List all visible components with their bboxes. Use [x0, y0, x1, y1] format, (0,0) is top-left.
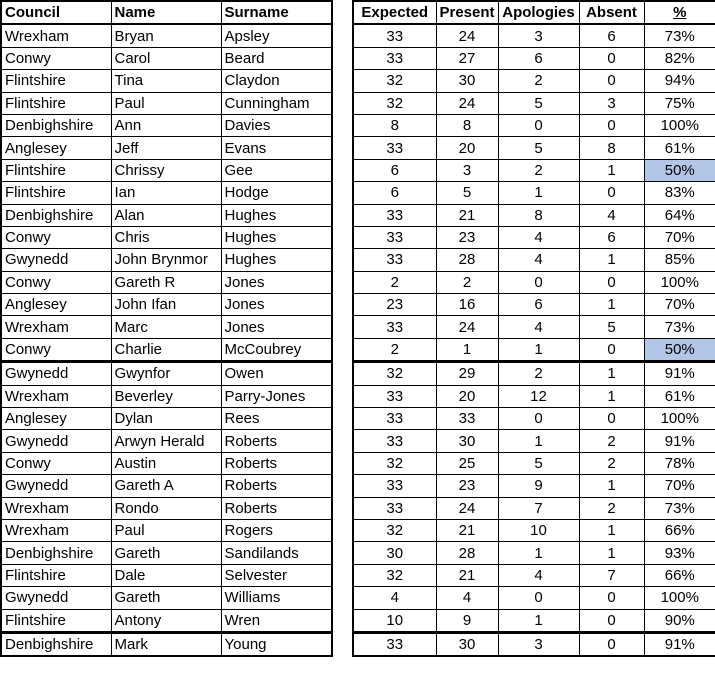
cell-name[interactable]: Gwynfor	[111, 362, 221, 385]
table-row	[1, 519, 332, 541]
table-row	[1, 47, 332, 69]
cell-apologies[interactable]: 0	[498, 271, 579, 293]
cell-name[interactable]: Dylan	[111, 408, 221, 430]
cell-absent[interactable]: 6	[579, 226, 644, 248]
cell-apologies[interactable]: 1	[498, 182, 579, 204]
cell-expected[interactable]: 8	[353, 114, 436, 136]
cell-apologies[interactable]: 2	[498, 159, 579, 181]
table-row	[353, 114, 715, 136]
cell-absent[interactable]: 1	[579, 294, 644, 316]
cell-expected[interactable]: 33	[353, 430, 436, 452]
cell-surname[interactable]: Hughes	[221, 249, 332, 271]
cell-present[interactable]: 21	[436, 204, 498, 226]
cell-council[interactable]: Wrexham	[1, 519, 111, 541]
cell-present[interactable]: 23	[436, 226, 498, 248]
cell-present[interactable]: 30	[436, 70, 498, 92]
cell-absent[interactable]: 6	[579, 24, 644, 47]
cell-absent[interactable]: 0	[579, 609, 644, 632]
cell-name[interactable]: Alan	[111, 204, 221, 226]
cell-surname[interactable]: Roberts	[221, 430, 332, 452]
cell-apologies[interactable]: 12	[498, 385, 579, 407]
cell-percent[interactable]: 50%	[644, 159, 715, 181]
cell-apologies[interactable]: 5	[498, 137, 579, 159]
cell-name[interactable]: Mark	[111, 632, 221, 656]
cell-council[interactable]: Anglesey	[1, 294, 111, 316]
cell-name[interactable]: Arwyn Herald	[111, 430, 221, 452]
table-row	[1, 271, 332, 293]
cell-percent[interactable]: 91%	[644, 632, 715, 656]
cell-expected[interactable]: 33	[353, 497, 436, 519]
header-surname[interactable]: Surname	[221, 1, 332, 24]
cell-council[interactable]: Wrexham	[1, 24, 111, 47]
cell-council[interactable]: Gwynedd	[1, 475, 111, 497]
cell-absent[interactable]: 2	[579, 497, 644, 519]
cell-apologies[interactable]: 7	[498, 497, 579, 519]
cell-expected[interactable]: 32	[353, 519, 436, 541]
names-table-body	[1, 24, 332, 656]
stats-table-body	[353, 24, 715, 656]
table-row	[1, 452, 332, 474]
cell-expected[interactable]: 33	[353, 226, 436, 248]
cell-absent[interactable]: 1	[579, 159, 644, 181]
table-row	[1, 564, 332, 586]
table-row	[353, 542, 715, 564]
table-row	[1, 430, 332, 452]
cell-percent[interactable]: 82%	[644, 47, 715, 69]
table-row	[1, 408, 332, 430]
cell-surname[interactable]: Evans	[221, 137, 332, 159]
cell-name[interactable]: Paul	[111, 519, 221, 541]
table-row	[353, 226, 715, 248]
cell-present[interactable]: 24	[436, 24, 498, 47]
cell-percent[interactable]: 73%	[644, 316, 715, 338]
cell-name[interactable]: John Ifan	[111, 294, 221, 316]
cell-absent[interactable]: 4	[579, 204, 644, 226]
cell-absent[interactable]: 1	[579, 542, 644, 564]
cell-percent[interactable]: 64%	[644, 204, 715, 226]
cell-surname[interactable]: Roberts	[221, 452, 332, 474]
table-row	[1, 182, 332, 204]
cell-name[interactable]: Chris	[111, 226, 221, 248]
cell-expected[interactable]: 33	[353, 475, 436, 497]
cell-apologies[interactable]: 8	[498, 204, 579, 226]
attendance-stats-table	[352, 0, 715, 657]
cell-apologies[interactable]: 9	[498, 475, 579, 497]
table-row	[1, 362, 332, 385]
table-row	[353, 452, 715, 474]
table-row	[353, 385, 715, 407]
cell-name[interactable]: Ann	[111, 114, 221, 136]
cell-surname[interactable]: Hughes	[221, 226, 332, 248]
cell-name[interactable]: Paul	[111, 92, 221, 114]
header-apologies[interactable]: Apologies	[498, 1, 579, 24]
cell-surname[interactable]: Rees	[221, 408, 332, 430]
cell-expected[interactable]: 2	[353, 271, 436, 293]
cell-surname[interactable]: Claydon	[221, 70, 332, 92]
cell-percent[interactable]: 50%	[644, 338, 715, 361]
table-row	[1, 204, 332, 226]
table-row	[353, 338, 715, 361]
cell-present[interactable]: 5	[436, 182, 498, 204]
table-row	[1, 294, 332, 316]
cell-surname[interactable]: Roberts	[221, 475, 332, 497]
cell-absent[interactable]: 1	[579, 475, 644, 497]
table-row	[1, 24, 332, 47]
cell-present[interactable]: 2	[436, 271, 498, 293]
cell-name[interactable]: Beverley	[111, 385, 221, 407]
table-row	[1, 338, 332, 361]
cell-percent[interactable]: 70%	[644, 475, 715, 497]
cell-surname[interactable]: Cunningham	[221, 92, 332, 114]
cell-expected[interactable]: 4	[353, 587, 436, 609]
table-row	[1, 385, 332, 407]
table-row	[353, 159, 715, 181]
cell-surname[interactable]: Selvester	[221, 564, 332, 586]
cell-percent[interactable]: 78%	[644, 452, 715, 474]
cell-apologies[interactable]: 5	[498, 92, 579, 114]
cell-present[interactable]: 33	[436, 408, 498, 430]
cell-apologies[interactable]: 0	[498, 114, 579, 136]
cell-name[interactable]: Marc	[111, 316, 221, 338]
table-row	[1, 587, 332, 609]
table-row	[1, 542, 332, 564]
table-row	[353, 204, 715, 226]
table-row	[1, 249, 332, 271]
cell-present[interactable]: 8	[436, 114, 498, 136]
table-row	[1, 70, 332, 92]
cell-surname[interactable]: Owen	[221, 362, 332, 385]
attendance-names-table	[0, 0, 333, 657]
table-row	[353, 137, 715, 159]
header-present[interactable]: Present	[436, 1, 498, 24]
table-row	[1, 475, 332, 497]
cell-expected[interactable]: 33	[353, 408, 436, 430]
cell-council[interactable]: Gwynedd	[1, 430, 111, 452]
cell-present[interactable]: 16	[436, 294, 498, 316]
header-name[interactable]: Name	[111, 1, 221, 24]
table-row	[353, 294, 715, 316]
cell-absent[interactable]: 1	[579, 385, 644, 407]
table-row	[1, 226, 332, 248]
cell-present[interactable]: 24	[436, 316, 498, 338]
cell-apologies[interactable]: 1	[498, 542, 579, 564]
cell-surname[interactable]: Jones	[221, 294, 332, 316]
cell-name[interactable]: John Brynmor	[111, 249, 221, 271]
table-row	[353, 519, 715, 541]
cell-council[interactable]: Flintshire	[1, 159, 111, 181]
cell-council[interactable]: Wrexham	[1, 316, 111, 338]
cell-name[interactable]: Antony	[111, 609, 221, 632]
cell-present[interactable]: 29	[436, 362, 498, 385]
cell-present[interactable]: 28	[436, 542, 498, 564]
cell-absent[interactable]: 0	[579, 338, 644, 361]
cell-surname[interactable]: Young	[221, 632, 332, 656]
cell-absent[interactable]: 0	[579, 632, 644, 656]
cell-apologies[interactable]: 5	[498, 452, 579, 474]
cell-name[interactable]: Tina	[111, 70, 221, 92]
cell-expected[interactable]: 30	[353, 542, 436, 564]
cell-name[interactable]: Bryan	[111, 24, 221, 47]
cell-surname[interactable]: Jones	[221, 316, 332, 338]
cell-apologies[interactable]: 2	[498, 70, 579, 92]
cell-percent[interactable]: 70%	[644, 226, 715, 248]
cell-percent[interactable]: 75%	[644, 92, 715, 114]
cell-percent[interactable]: 94%	[644, 70, 715, 92]
cell-percent[interactable]: 100%	[644, 587, 715, 609]
cell-present[interactable]: 30	[436, 430, 498, 452]
cell-surname[interactable]: Parry-Jones	[221, 385, 332, 407]
table-row	[353, 362, 715, 385]
cell-apologies[interactable]: 1	[498, 609, 579, 632]
table-row	[1, 114, 332, 136]
table-row	[353, 92, 715, 114]
cell-apologies[interactable]: 6	[498, 47, 579, 69]
cell-council[interactable]: Anglesey	[1, 137, 111, 159]
cell-expected[interactable]: 32	[353, 452, 436, 474]
table-row	[1, 159, 332, 181]
cell-expected[interactable]: 33	[353, 316, 436, 338]
cell-apologies[interactable]: 3	[498, 632, 579, 656]
cell-name[interactable]: Charlie	[111, 338, 221, 361]
cell-present[interactable]: 25	[436, 452, 498, 474]
cell-absent[interactable]: 8	[579, 137, 644, 159]
cell-present[interactable]: 23	[436, 475, 498, 497]
cell-expected[interactable]: 2	[353, 338, 436, 361]
cell-percent[interactable]: 100%	[644, 271, 715, 293]
cell-percent[interactable]: 100%	[644, 408, 715, 430]
cell-apologies[interactable]: 3	[498, 24, 579, 47]
cell-council[interactable]: Denbighshire	[1, 204, 111, 226]
cell-percent[interactable]: 70%	[644, 294, 715, 316]
table-row	[1, 137, 332, 159]
table-row	[353, 564, 715, 586]
table-row	[353, 475, 715, 497]
cell-name[interactable]: Gareth	[111, 587, 221, 609]
table-row	[1, 316, 332, 338]
cell-council[interactable]: Conwy	[1, 452, 111, 474]
cell-council[interactable]: Flintshire	[1, 92, 111, 114]
cell-present[interactable]: 4	[436, 587, 498, 609]
cell-absent[interactable]: 1	[579, 249, 644, 271]
header-percent[interactable]: %	[644, 1, 715, 24]
cell-present[interactable]: 21	[436, 564, 498, 586]
cell-council[interactable]: Gwynedd	[1, 362, 111, 385]
cell-surname[interactable]: Hughes	[221, 204, 332, 226]
cell-absent[interactable]: 0	[579, 70, 644, 92]
cell-expected[interactable]: 6	[353, 182, 436, 204]
cell-present[interactable]: 28	[436, 249, 498, 271]
header-council[interactable]: Council	[1, 1, 111, 24]
cell-percent[interactable]: 93%	[644, 542, 715, 564]
cell-council[interactable]: Denbighshire	[1, 542, 111, 564]
cell-name[interactable]: Ian	[111, 182, 221, 204]
cell-percent[interactable]: 91%	[644, 362, 715, 385]
cell-council[interactable]: Flintshire	[1, 609, 111, 632]
cell-surname[interactable]: Sandilands	[221, 542, 332, 564]
table-row	[353, 632, 715, 656]
table-row	[1, 609, 332, 632]
table-row	[353, 408, 715, 430]
cell-surname[interactable]: Davies	[221, 114, 332, 136]
cell-name[interactable]: Gareth	[111, 542, 221, 564]
cell-expected[interactable]: 33	[353, 249, 436, 271]
cell-percent[interactable]: 73%	[644, 497, 715, 519]
cell-expected[interactable]: 32	[353, 70, 436, 92]
cell-absent[interactable]: 7	[579, 564, 644, 586]
cell-expected[interactable]: 6	[353, 159, 436, 181]
cell-expected[interactable]: 33	[353, 385, 436, 407]
cell-present[interactable]: 24	[436, 497, 498, 519]
cell-council[interactable]: Conwy	[1, 338, 111, 361]
cell-council[interactable]: Wrexham	[1, 497, 111, 519]
cell-present[interactable]: 21	[436, 519, 498, 541]
cell-council[interactable]: Flintshire	[1, 564, 111, 586]
cell-apologies[interactable]: 1	[498, 430, 579, 452]
table-row	[353, 430, 715, 452]
cell-absent[interactable]: 2	[579, 452, 644, 474]
table-row	[353, 609, 715, 632]
cell-apologies[interactable]: 4	[498, 249, 579, 271]
header-absent[interactable]: Absent	[579, 1, 644, 24]
cell-expected[interactable]: 32	[353, 92, 436, 114]
cell-absent[interactable]: 3	[579, 92, 644, 114]
cell-surname[interactable]: Jones	[221, 271, 332, 293]
table-row	[353, 70, 715, 92]
table-row	[353, 271, 715, 293]
cell-expected[interactable]: 33	[353, 632, 436, 656]
cell-apologies[interactable]: 0	[498, 408, 579, 430]
cell-apologies[interactable]: 4	[498, 226, 579, 248]
cell-percent[interactable]: 73%	[644, 24, 715, 47]
cell-absent[interactable]: 0	[579, 408, 644, 430]
cell-surname[interactable]: Roberts	[221, 497, 332, 519]
cell-percent[interactable]: 66%	[644, 564, 715, 586]
cell-percent[interactable]: 85%	[644, 249, 715, 271]
cell-apologies[interactable]: 1	[498, 338, 579, 361]
cell-expected[interactable]: 33	[353, 24, 436, 47]
cell-percent[interactable]: 66%	[644, 519, 715, 541]
cell-absent[interactable]: 0	[579, 182, 644, 204]
table-row	[353, 587, 715, 609]
cell-percent[interactable]: 91%	[644, 430, 715, 452]
header-row	[353, 1, 715, 24]
cell-surname[interactable]: Beard	[221, 47, 332, 69]
cell-name[interactable]: Chrissy	[111, 159, 221, 181]
cell-council[interactable]: Anglesey	[1, 408, 111, 430]
cell-surname[interactable]: Rogers	[221, 519, 332, 541]
table-row	[1, 632, 332, 656]
cell-name[interactable]: Jeff	[111, 137, 221, 159]
cell-present[interactable]: 24	[436, 92, 498, 114]
cell-surname[interactable]: Wren	[221, 609, 332, 632]
cell-absent[interactable]: 0	[579, 47, 644, 69]
cell-expected[interactable]: 33	[353, 47, 436, 69]
cell-apologies[interactable]: 10	[498, 519, 579, 541]
cell-council[interactable]: Conwy	[1, 226, 111, 248]
table-row	[353, 249, 715, 271]
cell-apologies[interactable]: 2	[498, 362, 579, 385]
cell-name[interactable]: Dale	[111, 564, 221, 586]
cell-absent[interactable]: 0	[579, 271, 644, 293]
table-row	[353, 182, 715, 204]
table-row	[1, 92, 332, 114]
cell-name[interactable]: Austin	[111, 452, 221, 474]
cell-expected[interactable]: 33	[353, 204, 436, 226]
cell-surname[interactable]: Gee	[221, 159, 332, 181]
header-expected[interactable]: Expected	[353, 1, 436, 24]
cell-council[interactable]: Denbighshire	[1, 114, 111, 136]
cell-percent[interactable]: 61%	[644, 137, 715, 159]
cell-present[interactable]: 20	[436, 385, 498, 407]
cell-apologies[interactable]: 4	[498, 316, 579, 338]
cell-council[interactable]: Denbighshire	[1, 632, 111, 656]
cell-apologies[interactable]: 0	[498, 587, 579, 609]
cell-council[interactable]: Flintshire	[1, 70, 111, 92]
cell-expected[interactable]: 32	[353, 564, 436, 586]
cell-expected[interactable]: 33	[353, 137, 436, 159]
cell-present[interactable]: 20	[436, 137, 498, 159]
cell-apologies[interactable]: 4	[498, 564, 579, 586]
cell-council[interactable]: Flintshire	[1, 182, 111, 204]
cell-present[interactable]: 27	[436, 47, 498, 69]
cell-apologies[interactable]: 6	[498, 294, 579, 316]
cell-present[interactable]: 1	[436, 338, 498, 361]
cell-council[interactable]: Conwy	[1, 47, 111, 69]
cell-percent[interactable]: 83%	[644, 182, 715, 204]
cell-name[interactable]: Gareth R	[111, 271, 221, 293]
cell-present[interactable]: 3	[436, 159, 498, 181]
cell-absent[interactable]: 1	[579, 519, 644, 541]
table-row	[353, 24, 715, 47]
header-row	[1, 1, 332, 24]
cell-absent[interactable]: 2	[579, 430, 644, 452]
table-row	[353, 497, 715, 519]
cell-expected[interactable]: 10	[353, 609, 436, 632]
cell-name[interactable]: Rondo	[111, 497, 221, 519]
cell-present[interactable]: 9	[436, 609, 498, 632]
cell-absent[interactable]: 0	[579, 587, 644, 609]
cell-expected[interactable]: 23	[353, 294, 436, 316]
cell-name[interactable]: Gareth A	[111, 475, 221, 497]
table-row	[1, 497, 332, 519]
cell-council[interactable]: Gwynedd	[1, 587, 111, 609]
table-row	[353, 316, 715, 338]
cell-council[interactable]: Conwy	[1, 271, 111, 293]
cell-percent[interactable]: 100%	[644, 114, 715, 136]
cell-surname[interactable]: McCoubrey	[221, 338, 332, 361]
cell-name[interactable]: Carol	[111, 47, 221, 69]
cell-surname[interactable]: Apsley	[221, 24, 332, 47]
cell-council[interactable]: Gwynedd	[1, 249, 111, 271]
cell-surname[interactable]: Williams	[221, 587, 332, 609]
cell-absent[interactable]: 5	[579, 316, 644, 338]
cell-present[interactable]: 30	[436, 632, 498, 656]
cell-absent[interactable]: 1	[579, 362, 644, 385]
table-row	[353, 47, 715, 69]
cell-council[interactable]: Wrexham	[1, 385, 111, 407]
cell-expected[interactable]: 32	[353, 362, 436, 385]
cell-percent[interactable]: 90%	[644, 609, 715, 632]
cell-percent[interactable]: 61%	[644, 385, 715, 407]
cell-absent[interactable]: 0	[579, 114, 644, 136]
cell-surname[interactable]: Hodge	[221, 182, 332, 204]
